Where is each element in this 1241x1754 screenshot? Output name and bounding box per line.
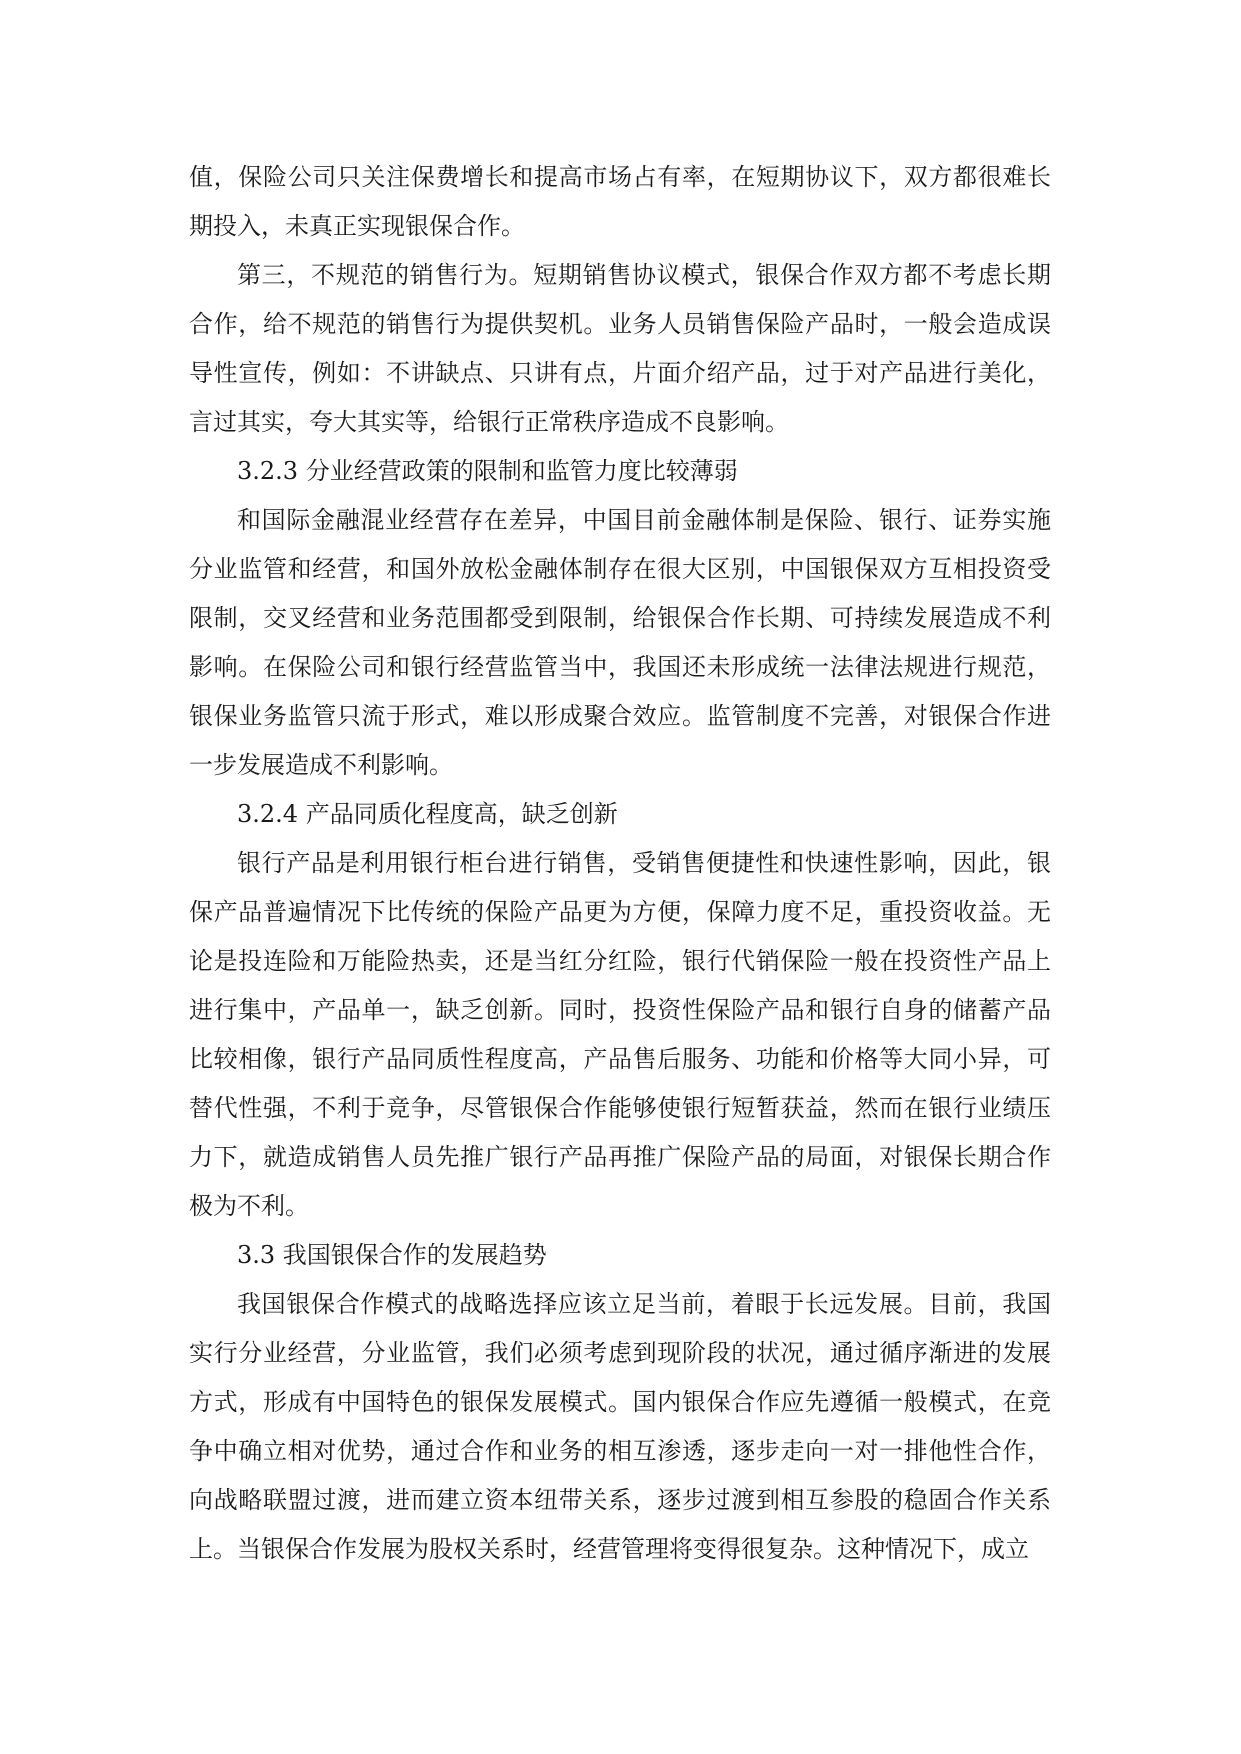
section-heading-3-2-4: 3.2.4 产品同质化程度高，缺乏创新 [237, 800, 618, 828]
paragraph-product-homogeneity: 银行产品是利用银行柜台进行销售，受销售便捷性和快速性影响，因此，银保产品普遍情况下比传统的保险产品更为方便，保障力度不足，重投资收益。无论是投连险和万能险热卖，还是当红分红险，银行代销保险一般在投资性产品上进行集中，产品单一，缺乏创新。同时，投资性保险产品和银行自身的储蓄产品比较相像，银行产品同质性程度高，产品售后服务、功能和价格等大同小异，可替代性强，不利于竞争，尽管银保合作能够使银行短暂获益，然而在银行业绩压力下，就造成销售人员先推广银行产品再推广保险产品的局面，对银保长期合作极为不利。 [189, 849, 1051, 1220]
section-heading-3-3: 3.3 我国银保合作的发展趋势 [237, 1241, 547, 1269]
paragraph-development-trend: 我国银保合作模式的战略选择应该立足当前，着眼于长远发展。目前，我国实行分业经营，分业监管，我们必须考虑到现阶段的状况，通过循序渐进的发展方式，形成有中国特色的银保发展模式。国内银保合作应先遵循一般模式，在竞争中确立相对优势，通过合作和业务的相互渗透，逐步走向一对一排他性合作，向战略联盟过渡，进而建立资本纽带关系，逐步过渡到相互参股的稳固合作关系上。当银保合作发展为股权关系时，经营管理将变得很复杂。这种情况下，成立 [189, 1290, 1051, 1563]
section-heading-3-2-3: 3.2.3 分业经营政策的限制和监管力度比较薄弱 [237, 457, 738, 485]
document-body [189, 153, 1051, 1574]
paragraph-continuation: 值，保险公司只关注保费增长和提高市场占有率，在短期协议下，双方都很难长期投入，未真正实现银保合作。 [189, 163, 1051, 240]
paragraph-irregular-sales: 第三，不规范的销售行为。短期销售协议模式，银保合作双方都不考虑长期合作，给不规范的销售行为提供契机。业务人员销售保险产品时，一般会造成误导性宣传，例如：不讲缺点、只讲有点，片面介绍产品，过于对产品进行美化，言过其实，夸大其实等，给银行正常秩序造成不良影响。 [189, 261, 1051, 436]
paragraph-regulation: 和国际金融混业经营存在差异，中国目前金融体制是保险、银行、证券实施分业监管和经营，和国外放松金融体制存在很大区别，中国银保双方互相投资受限制，交叉经营和业务范围都受到限制，给银保合作长期、可持续发展造成不利影响。在保险公司和银行经营监管当中，我国还未形成统一法律法规进行规范，银保业务监管只流于形式，难以形成聚合效应。监管制度不完善，对银保合作进一步发展造成不利影响。 [189, 506, 1051, 779]
